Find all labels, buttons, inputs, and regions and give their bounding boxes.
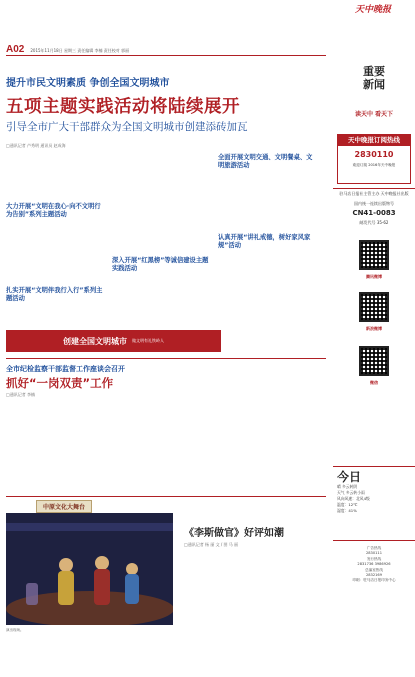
credit-line: 总编室热线 — [365, 567, 383, 572]
postal-code: 邮发代号 35-62 — [359, 220, 389, 225]
qr-label: 腾讯微博 — [366, 274, 382, 279]
weather-today: 今日 — [337, 470, 362, 484]
masthead-logo: 天中晚报 — [354, 5, 391, 15]
lead-headline: 五项主题实践活动将陆续展开 — [6, 97, 240, 117]
issn-label: 国内统一连续出版物号 — [354, 201, 394, 206]
culture-headline: 《李斯做官》好评如潮 — [184, 528, 284, 539]
credit-line: 2831736 3986926 — [357, 562, 391, 567]
credit-line: 广告热线 — [366, 546, 382, 550]
lead-body — [6, 152, 326, 327]
section-label-line-2: 新闻 — [363, 78, 385, 91]
section-label — [333, 58, 415, 98]
culture-body — [184, 552, 326, 672]
issue-meta: 2015年11月18日 星期三 责任编辑 李楠 责任校对 郭丽 — [30, 48, 130, 53]
second-column-1 — [6, 402, 106, 492]
lead-subhead-2: 扎实开展“文明伴我行入行”系列主题活动 — [6, 287, 103, 302]
credit-line: 2832169 — [365, 573, 382, 578]
lead-column-1 — [6, 152, 106, 327]
photo-caption: 演出现场。 — [6, 628, 24, 632]
weather-line: 风向风速：北风4级 — [337, 496, 370, 501]
second-headline: 抓好“一岗双责”工作 — [6, 376, 114, 390]
culture-byline: □通讯记者 杨 丽 文 / 图 马 丽 — [184, 542, 239, 547]
publisher-info: 驻马店日报社主管主办 天中晚报社出版 — [339, 191, 409, 196]
credits — [337, 546, 411, 584]
second-column-3 — [218, 402, 318, 492]
second-column-2 — [112, 402, 212, 492]
body-text — [184, 552, 252, 670]
lead-kicker: 提升市民文明素质 争创全国文明城市 — [6, 78, 170, 89]
lead-column-3 — [218, 152, 318, 327]
qr-label: 新浪微博 — [366, 326, 382, 331]
weather-line: 温度：12℃ — [337, 502, 358, 507]
page-header — [6, 44, 326, 56]
ad-subtitle: 欢迎订阅 2016年天中晚报 — [352, 163, 396, 167]
ad-title: 天中晚报订阅热线 — [338, 135, 410, 146]
body-text — [258, 552, 326, 670]
slogan-wordmark — [333, 96, 415, 130]
weather-box — [337, 470, 411, 514]
cn-number: CN41-0083 — [352, 209, 396, 217]
second-body — [6, 402, 326, 492]
section-divider — [6, 496, 326, 497]
section-label-line-1: 重要 — [363, 65, 385, 78]
qr-code-icon — [359, 240, 389, 270]
lead-subhead: 引导全市广大干部群众为全国文明城市创建添砖加瓦 — [6, 121, 248, 133]
body-text — [6, 402, 106, 490]
body-text — [218, 173, 318, 229]
sidebar-divider — [333, 188, 415, 189]
weather-line: 天气 多云转小雨 — [337, 490, 365, 495]
lead-byline: □通讯记者 卢秀明 通讯员 赵成海 — [6, 143, 66, 148]
campaign-banner — [6, 330, 221, 352]
qr-code-icon — [359, 292, 389, 322]
culture-column-2 — [258, 552, 326, 672]
lead-subhead-5: 认真开展“讲礼戒德，树好家风家规”活动 — [218, 234, 311, 249]
qr-code-icon — [359, 346, 389, 376]
body-text — [218, 402, 318, 490]
stage-illustration — [6, 513, 173, 625]
sidebar-divider — [333, 466, 415, 467]
second-kicker: 全市纪检监察干部监督工作座谈会召开 — [6, 365, 125, 373]
sidebar-divider — [333, 540, 415, 541]
lead-subhead-4: 全面开展文明交通、文明餐桌、文明旅游活动 — [218, 154, 313, 169]
second-byline: □通讯记者 李楠 — [6, 392, 36, 397]
body-text — [6, 222, 106, 282]
section-divider — [6, 358, 326, 359]
stage-performance-photo — [6, 513, 173, 625]
weather-line: 晴 多云转阴 — [337, 484, 358, 489]
weather-line: 湿度：41% — [337, 508, 357, 513]
qr-label: 微信 — [370, 380, 378, 385]
banner-title: 创建全国文明城市 — [63, 336, 127, 346]
page-number: A02 — [6, 44, 25, 55]
ad-phone-number: 2830110 — [354, 150, 394, 159]
lead-column-2 — [112, 152, 212, 327]
credit-line: 印刷：驻马店日报印务中心 — [352, 578, 396, 583]
body-text — [6, 152, 106, 198]
subscription-ad — [337, 134, 411, 184]
lead-subhead-3: 深入开展“红黑榜”等诚信建设主题实践活动 — [112, 257, 209, 272]
credit-line: 2830111 — [365, 551, 382, 556]
banner-sub: 做文明有礼铁岭人 — [132, 338, 164, 343]
sidebar — [333, 0, 415, 677]
body-text — [112, 152, 212, 252]
body-text — [112, 402, 212, 490]
culture-section-tag: 中原文化大舞台 — [36, 500, 92, 513]
credit-line: 发行热线 — [366, 556, 382, 561]
slogan-text: 读天中 看天下 — [354, 110, 394, 118]
culture-column-1 — [184, 552, 252, 672]
lead-subhead-1: 大力开展“文明在我心·向不文明行为告别”系列主题活动 — [6, 203, 101, 218]
